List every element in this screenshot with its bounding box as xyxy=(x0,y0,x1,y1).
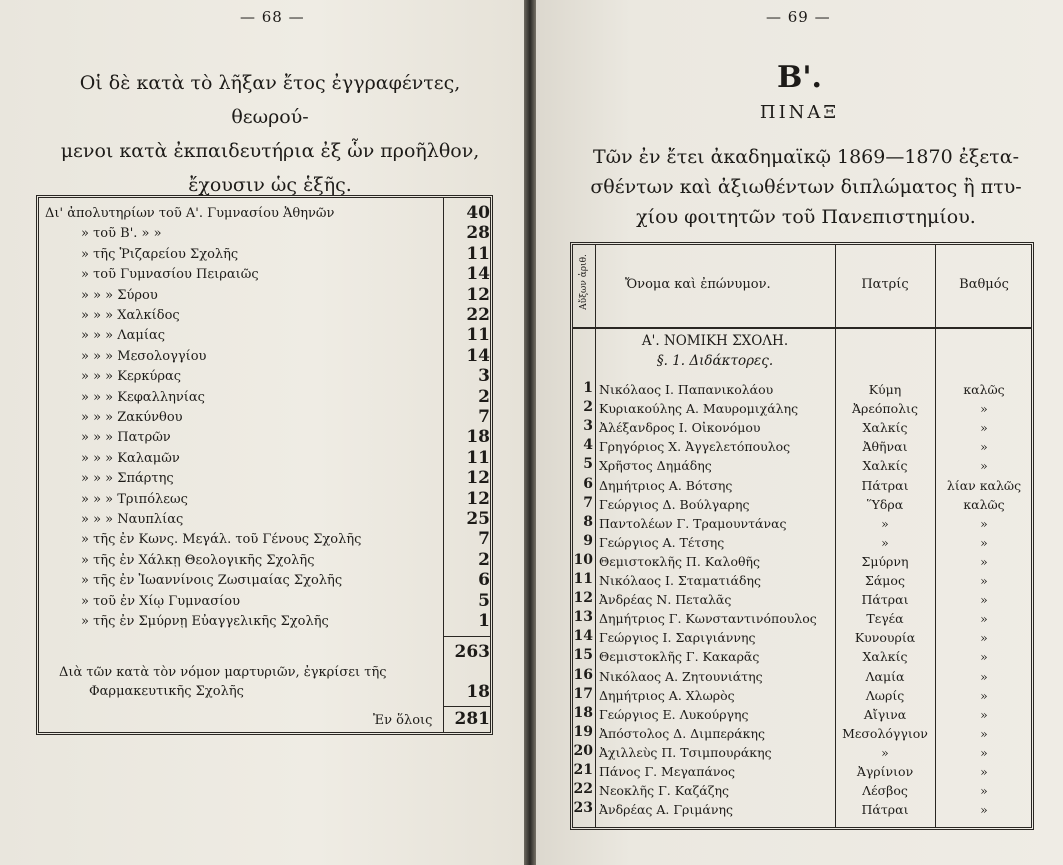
row-value: 11 xyxy=(466,243,490,264)
left-intro xyxy=(40,66,500,202)
right-intro-line: Τῶν ἐν ἔτει ἀκαδημαϊκῷ 1869—1870 ἐξετα- xyxy=(593,146,1019,168)
table-row xyxy=(573,591,1031,610)
row-label: » τῆς ἐν Χάλκῃ Θεολογικῆς Σχολῆς xyxy=(81,552,315,568)
row-label: » τῆς Ῥιζαρείου Σχολῆς xyxy=(81,246,239,262)
row-grade: » xyxy=(980,439,988,455)
row-grade: » xyxy=(980,668,988,684)
table-row xyxy=(573,629,1031,648)
row-name: Θεμιστοκλῆς Γ. Κακαρᾶς xyxy=(599,649,760,665)
row-grade: » xyxy=(980,553,988,569)
total-label: Ἐν ὅλοις xyxy=(373,713,433,728)
row-index: 17 xyxy=(573,685,593,702)
table-row xyxy=(573,438,1031,457)
table-row xyxy=(573,687,1031,706)
row-name: Γεώργιος Ε. Λυκούργης xyxy=(599,706,749,722)
row-place: Μεσολόγγιον xyxy=(842,725,928,741)
row-place: Τεγέα xyxy=(866,611,904,627)
row-name: Ἀνδρέας Α. Γριμάνης xyxy=(599,802,733,818)
total-rule xyxy=(443,706,490,707)
row-index: 7 xyxy=(583,494,593,511)
row-name: Δημήτριος Α. Χλωρὸς xyxy=(599,687,735,703)
table-heading: ΠΙΝΑΞ xyxy=(759,102,840,123)
row-place: Αἴγινα xyxy=(863,706,907,722)
left-page xyxy=(0,0,524,865)
row-label: » » » Μεσολογγίου xyxy=(81,348,207,364)
row-place: Λαμία xyxy=(865,668,905,684)
row-index: 19 xyxy=(573,723,593,740)
row-label: » » » Σπάρτης xyxy=(81,471,174,487)
row-value: 12 xyxy=(466,488,490,509)
row-place: Πάτραι xyxy=(861,802,909,818)
row-grade: » xyxy=(980,401,988,417)
row-place: Χαλκίς xyxy=(862,420,908,436)
row-place: Πάτραι xyxy=(861,592,909,608)
row-index: 13 xyxy=(573,609,593,626)
row-index: 11 xyxy=(573,571,593,587)
row-place: Ἀθῆναι xyxy=(862,439,908,455)
row-index: 23 xyxy=(573,800,593,817)
row-grade: » xyxy=(980,420,988,436)
row-place: » xyxy=(881,744,889,760)
row-label: » τοῦ ἐν Χίῳ Γυμνασίου xyxy=(81,593,240,609)
row-value: 14 xyxy=(466,264,490,285)
row-name: Ἀχιλλεὺς Π. Τσιμπουράκης xyxy=(599,744,772,760)
row-value: 22 xyxy=(466,305,490,325)
row-index: 20 xyxy=(573,742,593,759)
left-intro-line: Οἱ δὲ κατὰ τὸ λῆξαν ἔτος ἐγγραφέντες, θεωρού- xyxy=(79,72,461,128)
left-intro-line: μενοι κατὰ ἐκπαιδευτήρια ἐξ ὧν προῆλθον, xyxy=(60,140,480,162)
row-name: Γεώργιος Δ. Βούλγαρης xyxy=(599,496,750,512)
table-row xyxy=(573,457,1031,476)
total-value: 281 xyxy=(454,709,490,729)
row-place: Ἀρεόπολις xyxy=(852,401,918,417)
row-index: 10 xyxy=(573,551,593,568)
row-index: 5 xyxy=(583,456,593,473)
table-row xyxy=(573,706,1031,725)
row-place: Λωρίς xyxy=(865,687,905,703)
table-row xyxy=(573,801,1031,820)
row-grade: » xyxy=(980,515,988,531)
row-value: 1 xyxy=(478,611,490,631)
row-value: 11 xyxy=(466,447,490,468)
table-row xyxy=(573,477,1031,496)
row-grade: » xyxy=(980,630,988,646)
table-row xyxy=(573,534,1031,553)
table-row xyxy=(573,782,1031,801)
row-name: Ἀπόστολος Δ. Διμπεράκης xyxy=(599,725,765,741)
table-row xyxy=(573,515,1031,534)
row-grade: » xyxy=(980,573,988,588)
row-grade: » xyxy=(980,687,988,703)
row-index: 2 xyxy=(583,399,593,416)
table-row xyxy=(573,572,1031,591)
row-label: » » » Τριπόλεως xyxy=(81,491,188,507)
row-place: » xyxy=(881,515,889,531)
table-row xyxy=(573,763,1031,782)
row-label: » » » Ναυπλίας xyxy=(81,512,184,527)
row-label: » » » Πατρῶν xyxy=(81,430,171,446)
row-name: Θεμιστοκλῆς Π. Καλοθῆς xyxy=(599,553,761,569)
row-index: 22 xyxy=(573,781,593,798)
row-grade: » xyxy=(980,611,988,627)
row-grade: » xyxy=(980,744,988,760)
row-value: 11 xyxy=(466,325,490,346)
row-value: 12 xyxy=(466,468,490,489)
row-value: 28 xyxy=(466,223,490,244)
page-number-left: — 68 — xyxy=(240,8,305,26)
row-place: Κυνουρία xyxy=(854,630,916,646)
page-number-right: — 69 — xyxy=(766,8,831,26)
table-letter: Β'. xyxy=(777,60,822,95)
row-value: 6 xyxy=(478,570,490,591)
row-value: 2 xyxy=(478,386,490,407)
row-value: 40 xyxy=(466,203,490,223)
right-page xyxy=(536,0,1063,865)
row-grade: » xyxy=(980,458,988,474)
row-label: » » » Λαμίας xyxy=(81,328,166,344)
row-index: 6 xyxy=(583,475,593,492)
row-name: Γρηγόριος Χ. Ἀγγελετόπουλος xyxy=(599,439,791,455)
row-place: Λέσβος xyxy=(862,783,908,799)
col-header-place: Πατρίς xyxy=(861,277,909,292)
row-name: Δημήτριος Α. Βότσης xyxy=(599,477,733,493)
table-row xyxy=(573,419,1031,438)
row-value: 3 xyxy=(478,366,490,387)
row-name: Νικόλαος Ι. Παπανικολάου xyxy=(599,382,774,397)
row-label: » τοῦ Γυμνασίου Πειραιῶς xyxy=(81,267,259,283)
row-name: Χρῆστος Δημάδης xyxy=(599,458,712,474)
row-label: » » » Ζακύνθου xyxy=(81,410,183,425)
row-place: Χαλκίς xyxy=(862,458,908,474)
table-row xyxy=(573,496,1031,515)
row-grade: » xyxy=(980,802,988,818)
note-line: Φαρμακευτικῆς Σχολῆς xyxy=(89,684,244,699)
book-gutter xyxy=(524,0,536,865)
row-name: Νικόλαος Α. Ζητουνιάτης xyxy=(599,668,763,684)
row-index: 16 xyxy=(573,666,593,683)
row-grade: » xyxy=(980,783,988,799)
row-place: Χαλκίς xyxy=(862,649,908,665)
left-intro-line: ἔχουσιν ὡς ἑξῆς. xyxy=(188,174,352,196)
subtotal-value: 263 xyxy=(454,642,490,662)
row-place: Πάτραι xyxy=(861,477,909,493)
row-value: 7 xyxy=(478,529,490,550)
row-grade: καλῶς xyxy=(963,382,1005,397)
row-grade: καλῶς xyxy=(963,496,1005,512)
graduates-table xyxy=(570,242,1034,830)
row-grade: » xyxy=(980,592,988,608)
table-row xyxy=(573,381,1031,400)
row-place: Ὕδρα xyxy=(866,496,904,512)
row-label: Δι' ἀπολυτηρίων τοῦ Α'. Γυμνασίου Ἀθηνῶν xyxy=(45,206,335,221)
row-label: » τῆς ἐν Ἰωαννίνοις Ζωσιμαίας Σχολῆς xyxy=(81,573,343,589)
row-name: Δημήτριος Γ. Κωνσταντινόπουλος xyxy=(599,611,817,627)
row-value: 18 xyxy=(466,427,490,448)
row-value: 2 xyxy=(478,549,490,570)
row-index: 15 xyxy=(573,647,593,664)
row-label: » τῆς ἐν Κωνς. Μεγάλ. τοῦ Γένους Σχολῆς xyxy=(81,532,362,548)
row-place: Ἀγρίνιον xyxy=(856,764,914,779)
row-value: 25 xyxy=(466,509,490,529)
row-name: Γεώργιος Ι. Σαριγιάννης xyxy=(599,630,756,646)
row-index: 12 xyxy=(573,590,593,607)
row-index: 3 xyxy=(583,418,593,435)
row-label: » » » Κεφαλληνίας xyxy=(81,389,205,405)
row-label: » τῆς ἐν Σμύρνῃ Εὐαγγελικῆς Σχολῆς xyxy=(81,614,329,629)
table-header xyxy=(573,245,1031,329)
right-intro xyxy=(566,142,1046,232)
row-name: Νεοκλῆς Γ. Καζάζης xyxy=(599,783,730,799)
row-name: Κυριακούλης Α. Μαυρομιχάλης xyxy=(599,401,799,417)
note-line: Διὰ τῶν κατὰ τὸν νόμον μαρτυριῶν, ἐγκρίσει τῆς xyxy=(59,665,387,680)
row-grade: » xyxy=(980,649,988,665)
row-name: Παντολέων Γ. Τραμουντάνας xyxy=(599,515,787,531)
table-row xyxy=(573,668,1031,687)
row-label: » » » Σύρου xyxy=(81,287,158,303)
table-row xyxy=(573,610,1031,629)
row-value: 14 xyxy=(466,345,490,366)
section-title: Α'. ΝΟΜΙΚΗ ΣΧΟΛΗ. xyxy=(641,333,789,349)
row-grade: λίαν καλῶς xyxy=(946,477,1022,493)
right-intro-line: σθέντων καὶ ἀξιωθέντων διπλώματος ἢ πτυ- xyxy=(590,176,1022,198)
row-grade: » xyxy=(980,706,988,722)
row-name: Ἀνδρέας Ν. Πεταλᾶς xyxy=(599,592,732,608)
row-place: Σμύρνη xyxy=(861,553,909,569)
row-place: » xyxy=(881,534,889,550)
row-value: 7 xyxy=(478,407,490,427)
row-label: » τοῦ Β'. » » xyxy=(81,226,162,242)
row-name: Ἀλέξανδρος Ι. Οἰκονόμου xyxy=(599,420,761,436)
row-value: 5 xyxy=(478,590,490,611)
row-value: 12 xyxy=(466,284,490,305)
row-grade: » xyxy=(980,764,988,779)
row-index: 9 xyxy=(583,532,593,549)
right-intro-line: χίου φοιτητῶν τοῦ Πανεπιστημίου. xyxy=(636,206,976,228)
col-header-index: Αὔξων ἀριθ. xyxy=(579,254,589,310)
row-label: » » » Κερκύρας xyxy=(81,369,182,385)
row-label: » » » Καλαμῶν xyxy=(81,450,180,466)
row-index: 14 xyxy=(573,628,593,645)
table-row xyxy=(573,725,1031,744)
row-label: » » » Χαλκίδος xyxy=(81,308,180,323)
table-row xyxy=(573,400,1031,419)
row-index: 1 xyxy=(583,380,593,396)
table-row xyxy=(573,744,1031,763)
row-grade: » xyxy=(980,534,988,550)
row-name: Πάνος Γ. Μεγαπάνος xyxy=(599,764,736,779)
row-index: 8 xyxy=(583,513,593,530)
row-name: Γεώργιος Α. Τέτσης xyxy=(599,534,725,550)
row-index: 21 xyxy=(573,762,593,778)
table-row xyxy=(573,553,1031,572)
row-place: Σάμος xyxy=(865,573,905,588)
subsection-title: §. 1. Διδάκτορες. xyxy=(656,353,774,369)
row-index: 4 xyxy=(583,437,593,454)
note-value: 18 xyxy=(466,682,490,702)
row-index: 18 xyxy=(573,704,593,721)
col-header-name: Ὄνομα καὶ ἐπώνυμον. xyxy=(625,277,771,292)
row-name: Νικόλαος Ι. Σταματιάδης xyxy=(599,573,761,588)
table-row xyxy=(573,648,1031,667)
row-grade: » xyxy=(980,725,988,741)
admission-table xyxy=(36,195,493,735)
col-header-grade: Βαθμός xyxy=(959,277,1009,292)
row-place: Κύμη xyxy=(868,382,902,397)
subtotal-rule xyxy=(443,636,490,637)
